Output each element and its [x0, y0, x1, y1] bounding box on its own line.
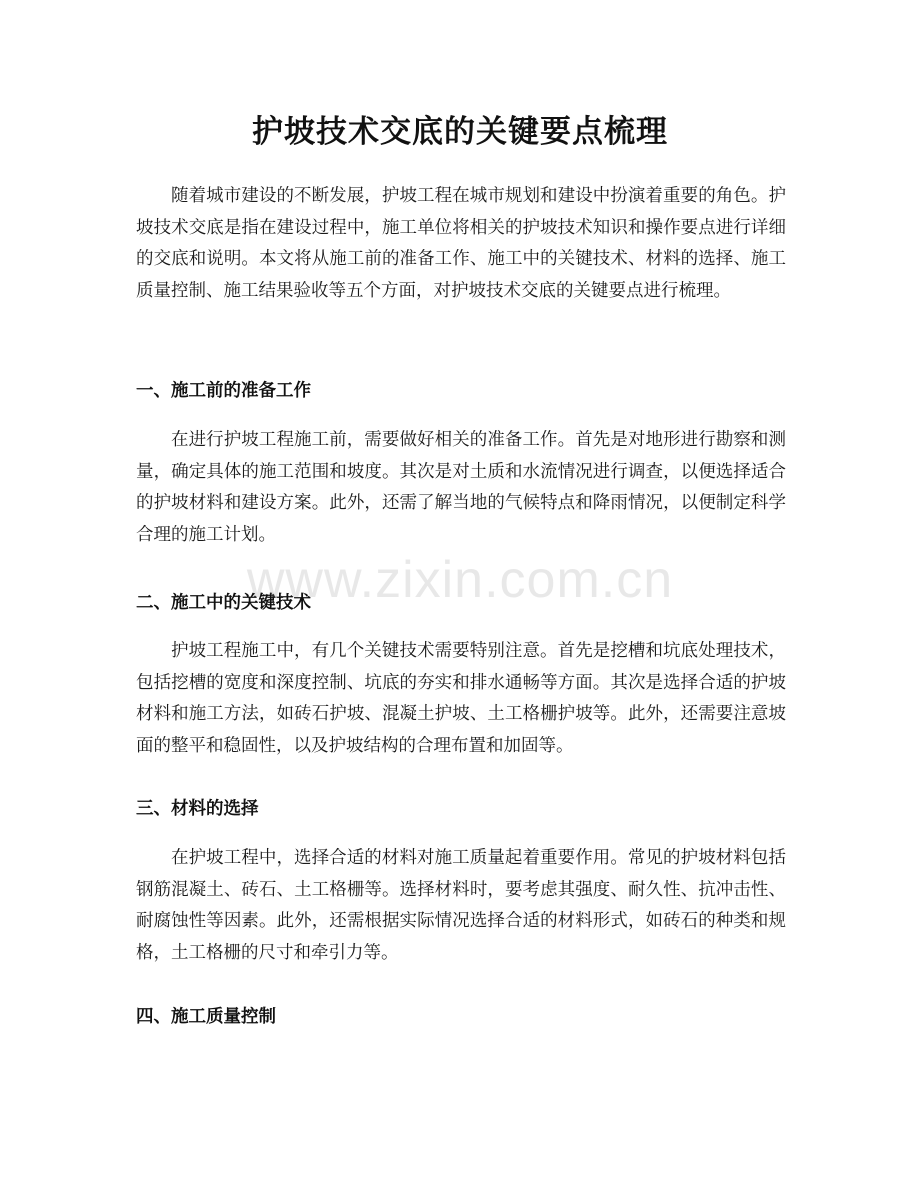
section-heading-quality-control: 四、施工质量控制 [136, 1007, 276, 1027]
section-heading-key-techniques: 二、施工中的关键技术 [136, 593, 311, 613]
section-body-materials: 在护坡工程中，选择合适的材料对施工质量起着重要作用。常见的护坡材料包括钢筋混凝土、砖石、土工格栅等。选择材料时，要考虑其强度、耐久性、抗冲击性、耐腐蚀性等因素。此外，还需根据实际情况选择合适的材料形式，如砖石的种类和规格，土工格栅的尺寸和牵引力等。 [136, 848, 786, 963]
section-body-key-techniques: 护坡工程施工中，有几个关键技术需要特别注意。首先是挖槽和坑底处理技术，包括挖槽的宽度和深度控制、坑底的夯实和排水通畅等方面。其次是选择合适的护坡材料和施工方法，如砖石护坡、混凝土护坡、土工格栅护坡等。此外，还需要注意坡面的整平和稳固性，以及护坡结构的合理布置和加固等。 [136, 641, 786, 756]
section-body-preparation: 在进行护坡工程施工前，需要做好相关的准备工作。首先是对地形进行勘察和测量，确定具体的施工范围和坡度。其次是对土质和水流情况进行调查，以便选择适合的护坡材料和建设方案。此外，还需了解当地的气候特点和降雨情况，以便制定科学合理的施工计划。 [136, 430, 786, 545]
watermark: www.zixin.com.cn [246, 551, 674, 609]
section-heading-materials: 三、材料的选择 [136, 799, 259, 819]
section-heading-preparation: 一、施工前的准备工作 [136, 381, 311, 401]
intro-paragraph: 随着城市建设的不断发展，护坡工程在城市规划和建设中扮演着重要的角色。护坡技术交底是指在建设过程中，施工单位将相关的护坡技术知识和操作要点进行详细的交底和说明。本文将从施工前的准备工作、施工中的关键技术、材料的选择、施工质量控制、施工结果验收等五个方面，对护坡技术交底的关键要点进行梳理。 [136, 186, 786, 301]
document-title: 护坡技术交底的关键要点梳理 [252, 114, 668, 150]
